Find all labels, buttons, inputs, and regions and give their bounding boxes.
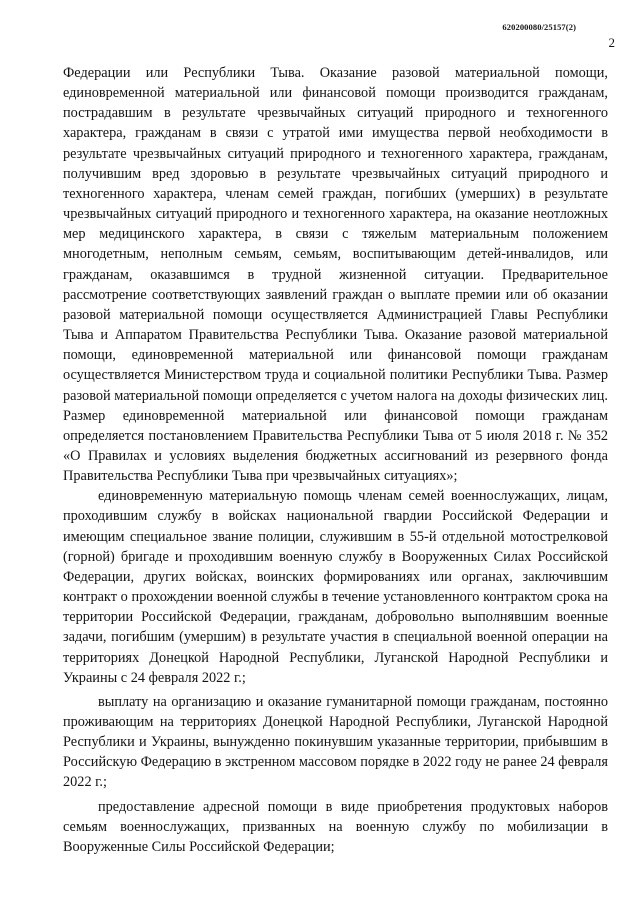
- page-number: 2: [608, 35, 615, 50]
- paragraph-humanitarian-aid: выплату на организацию и оказание гуманитарной помощи гражданам, постоянно проживающим на территориях Донецкой Народной Республики, Луганской Народной Республики и Украины, вынужденно покинувшим указанные территории, прибывшим в Российскую Федерацию в экстренном массовом порядке в 2022 году не ранее 24 февраля 2022 г.;: [63, 693, 608, 791]
- document-number: 620200080/25157(2): [502, 22, 576, 32]
- paragraph-military-families-aid: единовременную материальную помощь членам семей военнослужащих, лицам, проходившим службу в войсках национальной гвардии Российской Федерации и имеющим специальное звание полиции, служившим в 55-й отдельной мотострелковой (горной) бригаде и проходившим военную службу в Вооруженных Силах Российской Федерации, других войсках, воинских формированиях или органах, заключившим контракт о прохождении военной службы в течение установленного контрактом срока на территории Российской Федерации, гражданам, добровольно выполнявшим военные задачи, погибшим (умершим) в результате участия в специальной военной операции на территориях Донецкой Народной Республики, Луганской Народной Республики и Украины с 24 февраля 2022 г.;: [63, 488, 608, 686]
- paragraph-continuation: Федерации или Республики Тыва. Оказание разовой материальной помощи, единовременной материальной или финансовой помощи производится гражданам, пострадавшим в результате чрезвычайных ситуаций природного и техногенного характера, гражданам в связи с утратой ими имущества первой необходимости в результате чрезвычайных ситуаций природного и техногенного характера, гражданам, получившим вред здоровью в результате чрезвычайных ситуаций природного и техногенного характера, членам семей граждан, погибших (умерших) в результате чрезвычайных ситуаций природного и техногенного характера, на оказание неотложных мер медицинского характера, в связи с тяжелым материальным положением многодетным, неполным семьям, семьям, воспитывающим детей-инвалидов, или гражданам, оказавшимся в трудной жизненной ситуации. Предварительное рассмотрение соответствующих заявлений граждан о выплате премии или об оказании разовой материальной помощи осуществляется Администрацией Главы Республики Тыва и Аппаратом Правительства Республики Тыва. Оказание разовой материальной помощи, единовременной материальной или финансовой помощи гражданам осуществляется Министерством труда и социальной политики Республики Тыва. Размер разовой материальной помощи определяется с учетом налога на доходы физических лиц. Размер единовременной материальной или финансовой помощи гражданам определяется постановлением Правительства Республики Тыва от 5 июля 2018 г. № 352 «О Правилах и условиях выделения бюджетных ассигнований из резервного фонда Правительства Республики Тыва при чрезвычайных ситуациях»;: [63, 65, 608, 485]
- paragraph-food-sets-aid: предоставление адресной помощи в виде приобретения продуктовых наборов семьям военнослужащих, призванных на военную службу по мобилизации в Вооруженные Силы Российской Федерации;: [63, 798, 608, 855]
- document-body: [63, 63, 608, 857]
